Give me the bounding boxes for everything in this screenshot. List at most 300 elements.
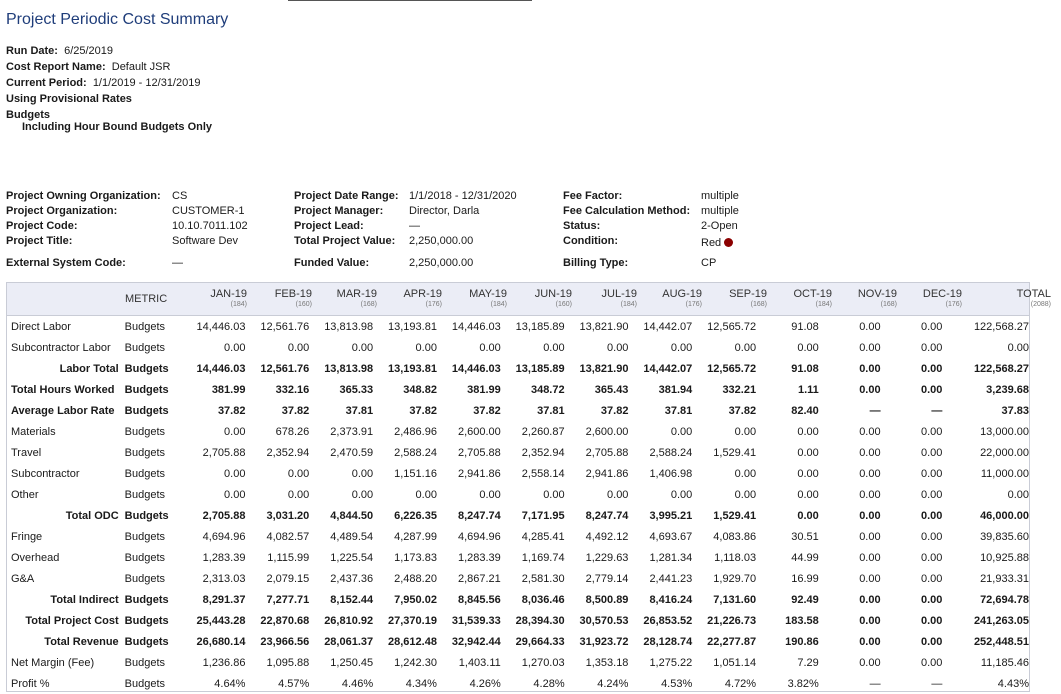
month-header[interactable]	[638, 288, 702, 308]
row-category: Net Margin (Fee)	[11, 656, 95, 669]
month-value-cell: 14,446.03	[451, 362, 501, 375]
month-value-cell: 2,079.15	[266, 572, 310, 585]
month-value-cell: 0.00	[287, 341, 310, 354]
month-hours: (184)	[815, 301, 832, 308]
current-period: Current Period: 1/1/2019 - 12/31/2019	[6, 77, 201, 89]
month-header[interactable]	[378, 288, 442, 308]
month-value-cell: 2,941.86	[585, 467, 629, 480]
manager-value: Director, Darla	[409, 205, 480, 217]
month-value-cell: 2,705.88	[585, 446, 629, 459]
month-value-cell: 4.53%	[661, 677, 693, 690]
month-header[interactable]	[833, 288, 897, 308]
row-total-cell: 11,000.00	[980, 467, 1029, 480]
row-category: Total Indirect	[50, 593, 119, 606]
month-value-cell: 2,373.91	[330, 425, 374, 438]
month-value-cell: 0.00	[479, 341, 501, 354]
row-metric: Budgets	[124, 530, 166, 543]
month-value-cell: 1,406.98	[649, 467, 693, 480]
month-value-cell: 1,283.39	[457, 551, 501, 564]
row-metric: Budgets	[124, 446, 166, 459]
month-value-cell: 2,779.14	[585, 572, 629, 585]
month-value-cell: 8,845.56	[457, 593, 501, 606]
month-value-cell: 13,821.90	[579, 320, 629, 333]
month-value-cell: 30.51	[791, 530, 819, 543]
month-value-cell: 0.00	[859, 635, 881, 648]
month-hours: (176)	[945, 301, 962, 308]
lead-label: Project Lead:	[294, 220, 364, 232]
month-value-cell: 0.00	[859, 551, 881, 564]
total-value-label: Total Project Value:	[294, 235, 396, 247]
month-value-cell: 16.99	[791, 572, 819, 585]
month-value-cell: 4.57%	[278, 677, 310, 690]
month-value-cell: 0.00	[921, 362, 943, 375]
month-value-cell: 0.00	[859, 320, 881, 333]
month-value-cell: 1,283.39	[202, 551, 246, 564]
month-hours: (184)	[490, 301, 507, 308]
month-value-cell: 1,275.22	[649, 656, 693, 669]
row-total-cell: 11,185.46	[980, 656, 1029, 669]
fee-method-label: Fee Calculation Method:	[563, 205, 691, 217]
month-value-cell: 1,929.70	[713, 572, 757, 585]
month-value-cell: 0.00	[607, 341, 629, 354]
month-value-cell: 1,236.86	[202, 656, 246, 669]
row-category: Direct Labor	[11, 320, 71, 333]
month-value-cell: 1,229.63	[585, 551, 629, 564]
month-value-cell: 0.00	[224, 425, 246, 438]
funded-label: Funded Value:	[294, 257, 370, 269]
month-value-cell: 3.82%	[787, 677, 819, 690]
month-value-cell: 0.00	[734, 341, 757, 354]
month-value-cell: 8,291.37	[202, 593, 246, 606]
month-value-cell: 37.82	[728, 404, 757, 417]
month-value-cell: 2,352.94	[521, 446, 565, 459]
row-metric: Budgets	[124, 425, 166, 438]
budgets-line: Budgets	[6, 109, 50, 121]
month-value-cell: 678.26	[275, 425, 310, 438]
month-header[interactable]	[183, 288, 247, 308]
month-value-cell: 7.29	[797, 656, 819, 669]
month-label: SEP-19	[729, 288, 767, 300]
row-category: Materials	[11, 425, 56, 438]
month-value-cell: 32,942.44	[451, 635, 501, 648]
row-metric: Budgets	[124, 488, 166, 501]
condition-label: Condition:	[563, 235, 618, 247]
month-value-cell: 4,694.96	[457, 530, 501, 543]
month-value-cell: 0.00	[415, 341, 437, 354]
month-value-cell: 12,565.72	[707, 362, 757, 375]
row-category: Subcontractor	[11, 467, 80, 480]
month-value-cell: 0.00	[859, 593, 881, 606]
month-value-cell: 2,941.86	[457, 467, 501, 480]
report-name: Cost Report Name: Default JSR	[6, 61, 171, 73]
month-value-cell: 26,680.14	[196, 635, 246, 648]
month-value-cell: 8,416.24	[649, 593, 693, 606]
month-value-cell: 0.00	[921, 614, 943, 627]
month-value-cell: 0.00	[543, 341, 565, 354]
month-value-cell: 1,242.30	[394, 656, 437, 669]
row-metric: Budgets	[124, 362, 169, 375]
month-value-cell: 1,118.03	[714, 551, 757, 564]
month-value-cell: 91.08	[791, 362, 819, 375]
month-value-cell: 1,169.74	[521, 551, 565, 564]
row-total-cell: 122,568.27	[973, 320, 1029, 333]
month-value-cell: 4,844.50	[330, 509, 374, 522]
month-value-cell: 0.00	[670, 341, 693, 354]
manager-label: Project Manager:	[294, 205, 384, 217]
month-value-cell: 2,558.14	[521, 467, 565, 480]
month-value-cell: 0.00	[921, 383, 943, 396]
month-value-cell: 0.00	[797, 446, 819, 459]
row-category: Total Project Cost	[25, 614, 119, 627]
month-value-cell: 0.00	[734, 488, 757, 501]
table-row	[7, 652, 1029, 673]
month-value-cell: 13,193.81	[388, 362, 437, 375]
month-value-cell: —	[869, 677, 881, 690]
funded-value: 2,250,000.00	[409, 257, 474, 269]
month-value-cell: 1,115.99	[267, 551, 310, 564]
month-value-cell: 8,247.74	[457, 509, 501, 522]
month-value-cell: 2,705.88	[457, 446, 501, 459]
month-value-cell: 0.00	[921, 341, 943, 354]
table-row	[7, 610, 1029, 631]
month-hours: (168)	[880, 301, 897, 308]
grid-header	[7, 283, 1051, 316]
month-label: AUG-19	[662, 288, 702, 300]
month-value-cell: 2,867.21	[457, 572, 501, 585]
code-value: 10.10.7011.102	[172, 220, 248, 232]
month-value-cell: 0.00	[351, 488, 374, 501]
row-category: Total Revenue	[44, 635, 119, 648]
month-value-cell: 2,441.23	[649, 572, 693, 585]
month-value-cell: 0.00	[921, 488, 943, 501]
month-value-cell: 37.82	[409, 404, 437, 417]
month-value-cell: 0.00	[859, 656, 881, 669]
table-row	[7, 547, 1029, 568]
row-metric: Budgets	[124, 467, 166, 480]
row-metric: Budgets	[124, 320, 166, 333]
row-total-cell: 22,000.00	[980, 446, 1029, 459]
code-label: Project Code:	[6, 220, 78, 232]
month-value-cell: 2,705.88	[202, 509, 246, 522]
row-total-cell: 13,000.00	[980, 425, 1029, 438]
month-value-cell: 2,352.94	[266, 446, 310, 459]
month-value-cell: 29,664.33	[515, 635, 565, 648]
month-value-cell: 4,489.54	[330, 530, 374, 543]
month-value-cell: 0.00	[859, 383, 881, 396]
month-value-cell: 1,353.18	[585, 656, 629, 669]
month-value-cell: 37.81	[345, 404, 374, 417]
month-value-cell: 12,561.76	[260, 362, 310, 375]
month-hours: (168)	[750, 301, 767, 308]
row-category: Overhead	[11, 551, 60, 564]
table-row	[7, 421, 1029, 442]
month-value-cell: 4,694.96	[202, 530, 246, 543]
table-row	[7, 379, 1029, 400]
month-hours: (160)	[555, 301, 572, 308]
month-value-cell: 0.00	[670, 425, 693, 438]
month-value-cell: 1,250.45	[330, 656, 374, 669]
month-value-cell: 28,128.74	[643, 635, 693, 648]
month-value-cell: 0.00	[921, 593, 943, 606]
month-value-cell: 0.00	[670, 488, 693, 501]
month-value-cell: 92.49	[791, 593, 819, 606]
row-category: Profit %	[11, 677, 50, 690]
month-value-cell: 4.72%	[724, 677, 757, 690]
condition-value: Red	[701, 237, 733, 249]
month-value-cell: 4.64%	[214, 677, 246, 690]
month-header[interactable]	[768, 288, 832, 308]
month-value-cell: 332.16	[275, 383, 310, 396]
month-value-cell: 0.00	[921, 467, 943, 480]
month-value-cell: 4.28%	[533, 677, 565, 690]
table-row	[7, 484, 1029, 505]
row-total-cell: 37.83	[1001, 404, 1029, 417]
month-value-cell: 44.99	[791, 551, 819, 564]
external-value: —	[172, 257, 183, 269]
month-value-cell: 1,173.83	[394, 551, 437, 564]
month-value-cell: 28,612.48	[388, 635, 437, 648]
table-row	[7, 316, 1029, 337]
total-header-hours: (2088)	[1030, 301, 1051, 308]
month-value-cell: 0.00	[351, 467, 374, 480]
month-value-cell: 183.58	[785, 614, 819, 627]
month-value-cell: 21,226.73	[707, 614, 757, 627]
month-value-cell: 14,442.07	[643, 320, 693, 333]
month-value-cell: 1,529.41	[713, 446, 757, 459]
month-header[interactable]	[898, 288, 962, 308]
month-value-cell: 13,813.98	[324, 362, 374, 375]
external-label: External System Code:	[6, 257, 126, 269]
month-value-cell: 3,995.21	[649, 509, 693, 522]
month-value-cell: 7,277.71	[266, 593, 310, 606]
month-value-cell: 13,813.98	[324, 320, 374, 333]
month-value-cell: 332.21	[722, 383, 757, 396]
month-value-cell: 0.00	[797, 341, 819, 354]
month-value-cell: 0.00	[734, 467, 757, 480]
month-value-cell: 30,570.53	[579, 614, 629, 627]
month-value-cell: 381.99	[211, 383, 246, 396]
month-value-cell: 0.00	[859, 446, 881, 459]
month-value-cell: 0.00	[921, 635, 943, 648]
month-header[interactable]	[443, 288, 507, 308]
month-header[interactable]	[703, 288, 767, 308]
month-value-cell: 365.33	[339, 383, 374, 396]
row-metric: Budgets	[124, 656, 166, 669]
month-value-cell: 0.00	[287, 467, 310, 480]
month-label: OCT-19	[793, 288, 832, 300]
month-value-cell: 0.00	[859, 341, 881, 354]
month-value-cell: 26,853.52	[643, 614, 693, 627]
month-value-cell: 365.43	[594, 383, 629, 396]
month-value-cell: 0.00	[607, 488, 629, 501]
row-metric: Budgets	[124, 509, 169, 522]
month-value-cell: 4,492.12	[585, 530, 629, 543]
month-value-cell: 27,370.19	[388, 614, 437, 627]
month-value-cell: 0.00	[797, 488, 819, 501]
month-label: JAN-19	[210, 288, 247, 300]
row-metric: Budgets	[124, 341, 166, 354]
month-value-cell: 4.24%	[597, 677, 629, 690]
row-total-cell: 0.00	[1007, 488, 1029, 501]
month-value-cell: 381.94	[658, 383, 693, 396]
month-value-cell: 31,923.72	[579, 635, 629, 648]
row-total-cell: 0.00	[1007, 341, 1029, 354]
row-category: Total Hours Worked	[11, 383, 115, 396]
top-divider	[288, 0, 532, 1]
month-value-cell: —	[931, 404, 943, 417]
status-label: Status:	[563, 220, 601, 232]
month-value-cell: 1,270.03	[521, 656, 565, 669]
month-value-cell: 26,810.92	[324, 614, 374, 627]
month-value-cell: 1,529.41	[713, 509, 757, 522]
month-value-cell: 1,225.54	[330, 551, 374, 564]
month-value-cell: 4.34%	[405, 677, 437, 690]
row-category: Total ODC	[65, 509, 119, 522]
month-value-cell: 7,131.60	[713, 593, 757, 606]
month-value-cell: 13,193.81	[388, 320, 437, 333]
month-hours: (160)	[295, 301, 312, 308]
month-value-cell: 8,500.89	[585, 593, 629, 606]
row-category: Subcontractor Labor	[11, 341, 111, 354]
row-category: Labor Total	[59, 362, 119, 375]
month-value-cell: 14,446.03	[451, 320, 501, 333]
row-total-cell: 122,568.27	[973, 362, 1029, 375]
run-date: Run Date: 6/25/2019	[6, 45, 114, 57]
month-value-cell: 1.11	[797, 383, 819, 396]
month-value-cell: 1,095.88	[266, 656, 310, 669]
row-total-cell: 39,835.60	[980, 530, 1029, 543]
table-row	[7, 337, 1029, 358]
month-value-cell: 22,870.68	[260, 614, 310, 627]
month-label: FEB-19	[274, 288, 312, 300]
row-total-cell: 72,694.78	[980, 593, 1029, 606]
month-value-cell: 14,442.07	[643, 362, 693, 375]
month-value-cell: 0.00	[859, 530, 881, 543]
metric-header: METRIC	[125, 293, 168, 305]
month-value-cell: 0.00	[859, 614, 881, 627]
status-value: 2-Open	[701, 220, 738, 232]
month-value-cell: 0.00	[797, 509, 819, 522]
month-value-cell: 0.00	[859, 572, 881, 585]
month-value-cell: 2,600.00	[457, 425, 501, 438]
lead-value: —	[409, 220, 420, 232]
row-category: Other	[11, 488, 39, 501]
row-total-cell: 252,448.51	[973, 635, 1029, 648]
row-category: G&A	[11, 572, 35, 585]
month-value-cell: 2,313.03	[202, 572, 246, 585]
month-value-cell: 25,443.28	[196, 614, 246, 627]
month-hours: (176)	[685, 301, 702, 308]
month-value-cell: 0.00	[921, 551, 943, 564]
total-header[interactable]	[963, 288, 1051, 308]
month-value-cell: 14,446.03	[196, 320, 246, 333]
month-label: DEC-19	[922, 288, 962, 300]
grid-body	[7, 316, 1029, 694]
month-value-cell: 0.00	[859, 509, 881, 522]
month-value-cell: —	[869, 404, 881, 417]
month-value-cell: 37.82	[600, 404, 629, 417]
month-value-cell: 4.26%	[469, 677, 501, 690]
month-value-cell: 2,470.59	[330, 446, 374, 459]
month-value-cell: 8,036.46	[521, 593, 565, 606]
month-value-cell: 7,171.95	[521, 509, 565, 522]
month-header[interactable]	[248, 288, 312, 308]
billing-value: CP	[701, 257, 717, 269]
month-value-cell: 13,821.90	[579, 362, 629, 375]
month-value-cell: 0.00	[859, 467, 881, 480]
month-value-cell: 2,260.87	[521, 425, 565, 438]
title-label: Project Title:	[6, 235, 73, 247]
row-metric: Budgets	[124, 614, 169, 627]
row-metric: Budgets	[124, 572, 166, 585]
month-value-cell: 12,561.76	[260, 320, 310, 333]
month-value-cell: 0.00	[859, 488, 881, 501]
rates-line: Using Provisional Rates	[6, 93, 132, 105]
month-value-cell: 2,486.96	[394, 425, 437, 438]
row-total-cell: 10,925.88	[980, 551, 1029, 564]
month-header[interactable]	[573, 288, 637, 308]
month-value-cell: 4,082.57	[266, 530, 310, 543]
row-metric: Budgets	[124, 404, 169, 417]
month-value-cell: 28,061.37	[324, 635, 374, 648]
row-metric: Budgets	[124, 593, 169, 606]
month-value-cell: 0.00	[224, 467, 246, 480]
month-hours: (168)	[360, 301, 377, 308]
month-value-cell: 0.00	[797, 425, 819, 438]
fee-factor-value: multiple	[701, 190, 739, 202]
month-value-cell: 8,247.74	[585, 509, 629, 522]
month-value-cell: 37.82	[281, 404, 310, 417]
table-row	[7, 463, 1029, 484]
month-label: MAR-19	[336, 288, 377, 300]
month-value-cell: 0.00	[287, 488, 310, 501]
month-value-cell: 37.81	[537, 404, 565, 417]
owning-org-value: CS	[172, 190, 188, 202]
month-value-cell: 2,588.24	[394, 446, 437, 459]
row-metric: Budgets	[124, 677, 166, 690]
cost-summary-grid	[6, 282, 1051, 692]
table-row	[7, 442, 1029, 463]
org-value: CUSTOMER-1	[172, 205, 245, 217]
month-value-cell: 0.00	[921, 656, 943, 669]
month-value-cell: 37.82	[473, 404, 501, 417]
month-value-cell: 28,394.30	[515, 614, 565, 627]
row-metric: Budgets	[124, 383, 169, 396]
total-value-value: 2,250,000.00	[409, 235, 474, 247]
row-category: Fringe	[11, 530, 43, 543]
month-value-cell: 0.00	[734, 425, 757, 438]
month-value-cell: 4,287.99	[394, 530, 437, 543]
month-value-cell: 348.82	[403, 383, 437, 396]
month-value-cell: 0.00	[921, 425, 943, 438]
month-header[interactable]	[313, 288, 377, 308]
month-value-cell: 1,403.11	[458, 656, 501, 669]
row-total-cell: 3,239.68	[986, 383, 1029, 396]
table-row	[7, 400, 1029, 421]
month-value-cell: 4,083.86	[713, 530, 757, 543]
table-row	[7, 589, 1029, 610]
month-value-cell: 7,950.02	[394, 593, 437, 606]
month-value-cell: 13,185.89	[515, 320, 565, 333]
month-value-cell: 0.00	[224, 341, 246, 354]
month-value-cell: 4.46%	[341, 677, 374, 690]
month-header[interactable]	[508, 288, 572, 308]
month-value-cell: 381.99	[467, 383, 501, 396]
budgets-sub: Including Hour Bound Budgets Only	[22, 121, 213, 133]
month-value-cell: 0.00	[921, 530, 943, 543]
month-value-cell: 12,565.72	[707, 320, 757, 333]
month-value-cell: 0.00	[859, 425, 881, 438]
